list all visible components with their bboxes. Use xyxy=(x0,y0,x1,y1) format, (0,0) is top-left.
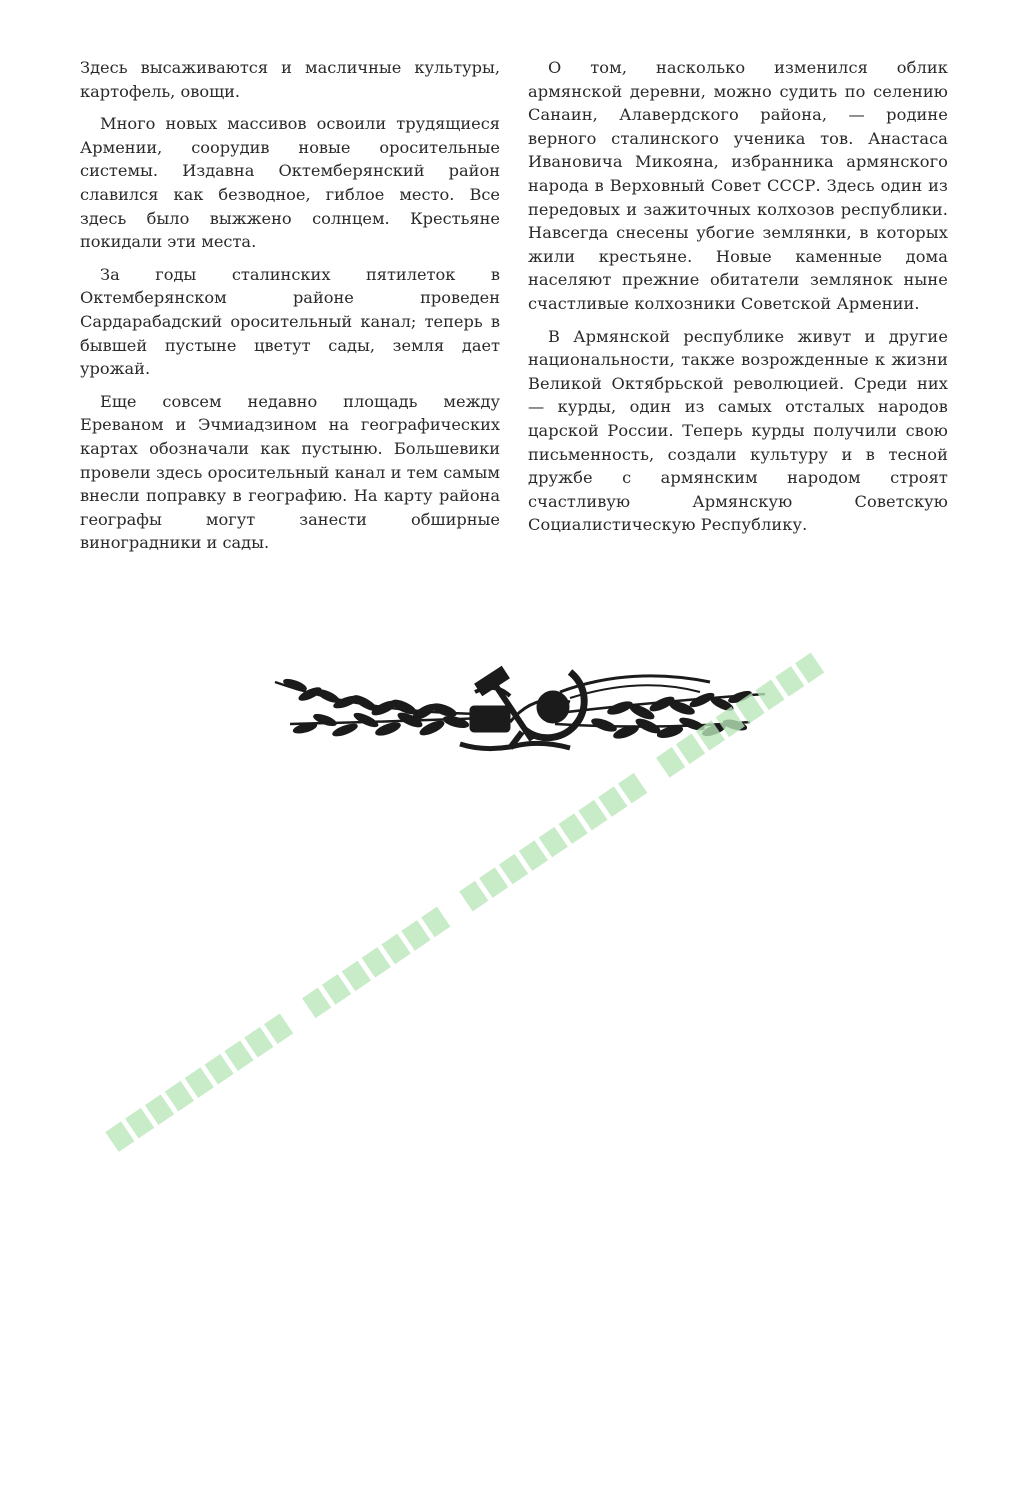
watermark-block xyxy=(775,666,804,697)
watermark-block xyxy=(479,867,508,898)
watermark-block xyxy=(105,1121,134,1152)
paragraph-3: За годы сталинских пятилеток в Октемберянском районе проведен Сардарабадский оросительный канал; теперь в бывшей пустыне цветут сады, земля дает урожай. xyxy=(80,264,500,379)
watermark-block xyxy=(401,920,430,951)
watermark-block xyxy=(381,934,410,965)
watermark-block xyxy=(421,907,450,938)
watermark-block xyxy=(519,840,548,871)
paragraph-6: В Армянской республике живут и другие национальности, также возрожденные к жизни Великой Октябрьской революцией. Среди них — курды, один из самых отсталых народов царской России. Теперь курды получили свою письменность, создали культуру и в тесной дружбе с армянским народом строят счастливую Армянскую Советскую Социалистическую Республику. xyxy=(528,326,948,535)
watermark-block xyxy=(342,961,371,992)
watermark-block xyxy=(322,974,351,1005)
watermark-block xyxy=(205,1054,234,1085)
watermark-block xyxy=(145,1094,174,1125)
watermark-block xyxy=(244,1027,273,1058)
watermark-block xyxy=(185,1067,214,1098)
paragraph-2: Много новых массивов освоили трудящиеся Армении, соорудив новые оросительные системы. Издавна Октемберянский район славился как безводное, гиблое место. Все здесь было выжжено солнцем. Крестьяне покидали эти места. xyxy=(80,114,500,252)
paragraph-1: Здесь высаживаются и масличные культуры, картофель, овощи. xyxy=(80,58,500,101)
watermark-block xyxy=(598,786,627,817)
watermark-block xyxy=(539,827,568,858)
watermark-block xyxy=(165,1081,194,1112)
watermark-block xyxy=(459,881,488,912)
watermark-block xyxy=(125,1108,154,1139)
watermark-block xyxy=(618,773,647,804)
paragraph-5: О том, насколько изменился облик армянской деревни, можно судить по селению Санаин, Алавердского района, — родине верного сталинского ученика тов. Анастаса Ивановича Микояна, избранника армянского народа в Верховный Совет СССР. Здесь один из передовых и зажиточных колхозов республики. Навсегда снесены убогие землянки, в которых жили крестьяне. Новые каменные дома населяют прежние обитатели землянок ныне счастливые колхозники Советской Армении. xyxy=(528,58,948,313)
watermark-block xyxy=(499,854,528,885)
paragraph-4: Еще совсем недавно площадь между Ереваном и Эчмиадзином на географических картах обозначали как пустыню. Большевики провели здесь оросительный канал и тем самым внесли поправку в географию. На карту района географы могут занести обширные виноградники и сады. xyxy=(80,391,500,553)
watermark-block xyxy=(362,947,391,978)
laurel-wreath-hammer-sickle-icon xyxy=(270,652,770,762)
watermark-block xyxy=(795,653,824,684)
watermark-block xyxy=(302,988,331,1019)
watermark-block xyxy=(264,1013,293,1044)
right-text-column xyxy=(528,56,948,546)
watermark-block xyxy=(224,1040,253,1071)
watermark-block xyxy=(558,813,587,844)
left-text-column xyxy=(80,56,500,564)
watermark-block xyxy=(578,800,607,831)
